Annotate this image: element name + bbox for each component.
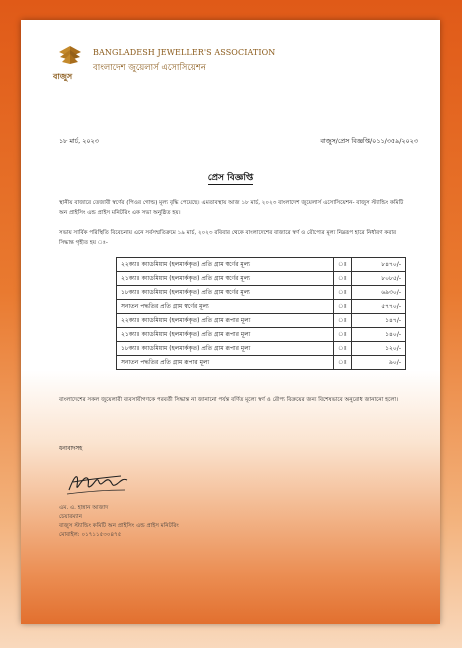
price-label: ২২ক্যাঃ ক্যাডমিয়াম (হলমার্ককৃত) প্রতি গ্রাম স্বর্ণের মূল্য: [117, 258, 334, 272]
request-paragraph: বাংলাদেশের সকল জুয়েলারী ব্যবসায়ীগণকে পরবর্তী সিদ্ধান্ত না জানানো পর্যন্ত বর্ণিত মূল্যে স্বর্ণ ও রৌপ্য বিক্রয়ের জন্য বিশেষভাবে অনুরোধ জানানো হলো।: [59, 397, 399, 403]
price-separator: ঃ: [334, 342, 352, 356]
organization-name-bangla: বাংলাদেশ জুয়েলার্স এসোসিয়েশন: [93, 63, 206, 73]
price-label: ১৮ক্যাঃ ক্যাডমিয়াম (হলমার্ককৃত) প্রতি গ্রাম স্বর্ণের মূল্য: [117, 286, 334, 300]
price-value: ৬৯৩০/-: [351, 286, 405, 300]
price-value: ১৪০/-: [351, 328, 405, 342]
table-row: [117, 314, 406, 328]
price-label: ২১ক্যাঃ ক্যাডমিয়াম (হলমার্ককৃত) প্রতি গ্রাম রূপার মূল্য: [117, 328, 334, 342]
signer-name: এম. এ. হান্নান আজাদ: [59, 505, 109, 511]
document-title: [21, 170, 440, 185]
price-value: ৮০৮৫/-: [351, 272, 405, 286]
signer-phone: মোবাইল: ০১৭১১৫৩০৪৭৫: [59, 532, 122, 538]
table-row: [117, 258, 406, 272]
price-label: ২২ক্যাঃ ক্যাডমিয়াম (হলমার্ককৃত) প্রতি গ্রাম রূপার মূল্য: [117, 314, 334, 328]
document-title-text: প্রেস বিজ্ঞপ্তি: [207, 173, 254, 183]
price-label: ১৮ক্যাঃ ক্যাডমিয়াম (হলমার্ককৃত) প্রতি গ্রাম রূপার মূল্য: [117, 342, 334, 356]
table-row: [117, 272, 406, 286]
association-logo-icon: [57, 44, 83, 70]
price-label: সনাতন পদ্ধতির প্রতি গ্রাম রূপার মূল্য: [117, 356, 334, 370]
closing-thanks: ধন্যবাদসহ: [59, 446, 83, 452]
signer-title: চেয়ারম্যান: [59, 514, 82, 520]
price-separator: ঃ: [334, 300, 352, 314]
document-date: ১৮ মার্চ, ২০২৩: [59, 137, 99, 145]
signer-block: [59, 504, 179, 540]
reference-number: বাজুস/প্রেস বিজ্ঞপ্তি/০১১/৩৫৯/২০২৩: [320, 137, 418, 145]
price-separator: ঃ: [334, 258, 352, 272]
price-value: ৯০/-: [351, 356, 405, 370]
price-value: ৮৪৭০/-: [351, 258, 405, 272]
decision-paragraph: সভায় সার্বিক পরিস্থিতি বিবেচনায় এনে সর্বসম্মতিক্রমে ১৯ মার্চ, ২০২৩ রবিবার থেকে বাংলাদেশের বাজারে স্বর্ণ ও রৌপ্যের মূল্য নিম্নরূপ হারে নির্ধারণ করার সিদ্ধান্ত গৃহীত হয় ঃ-: [59, 230, 397, 246]
price-separator: ঃ: [334, 286, 352, 300]
table-row: [117, 286, 406, 300]
table-row: [117, 300, 406, 314]
price-value: ১৪৭/-: [351, 314, 405, 328]
price-label: সনাতন পদ্ধতির প্রতি গ্রাম স্বর্ণের মূল্য: [117, 300, 334, 314]
logo-abbreviation: বাজুস: [53, 72, 73, 81]
price-separator: ঃ: [334, 356, 352, 370]
signature-image: [65, 468, 131, 498]
signer-committee: বাজুস স্ট্যান্ডিং কমিটি অন প্রাইসিং এন্ড প্রাইস মনিটরিং: [59, 523, 179, 529]
price-label: ২১ক্যাঃ ক্যাডমিয়াম (হলমার্ককৃত) প্রতি গ্রাম স্বর্ণের মূল্য: [117, 272, 334, 286]
price-table: [116, 257, 406, 370]
organization-name-english: BANGLADESH JEWELLER'S ASSOCIATION: [93, 48, 276, 57]
price-value: ১২০/-: [351, 342, 405, 356]
table-row: [117, 356, 406, 370]
price-separator: ঃ: [334, 272, 352, 286]
press-release-document: [21, 20, 440, 624]
table-row: [117, 328, 406, 342]
price-separator: ঃ: [334, 314, 352, 328]
table-row: [117, 342, 406, 356]
price-separator: ঃ: [334, 328, 352, 342]
intro-paragraph: স্থানীয় বাজারে তেজাবী স্বর্ণের (পিওর গোল্ড) মূল্য বৃদ্ধি পেয়েছে। এমতাবস্থায় আজ ১৮ মার্চ, ২০২৩ বাংলাদেশ জুয়েলার্স এসোসিয়েশন- বাজুস স্ট্যান্ডিং কমিটি অন প্রাইসিং এন্ড প্রাইস মনিটরিং এক সভা অনুষ্ঠিত হয়।: [59, 200, 404, 216]
price-value: ৫৭৭০/-: [351, 300, 405, 314]
